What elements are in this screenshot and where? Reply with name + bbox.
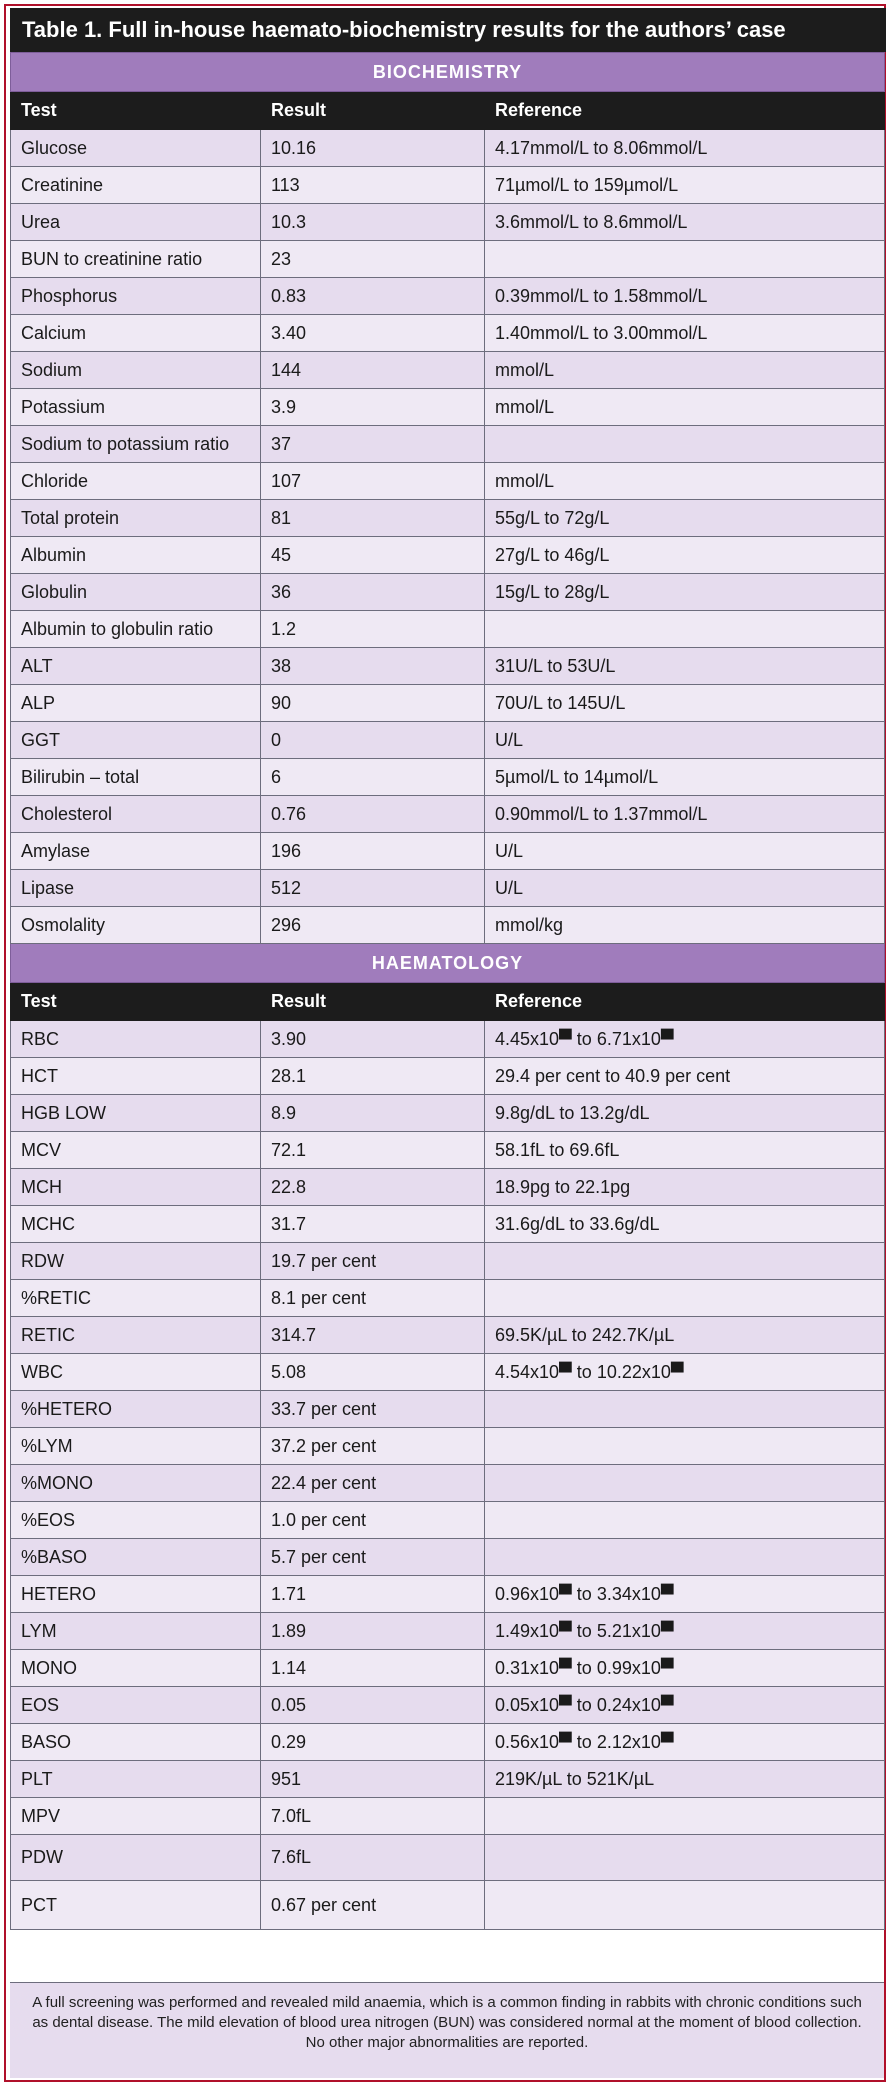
table-row — [11, 1835, 885, 1881]
table-row — [11, 759, 885, 796]
cell-test: Albumin to globulin ratio — [11, 611, 261, 648]
cell-result: 38 — [261, 648, 485, 685]
table-row — [11, 1502, 885, 1539]
cell-test: %BASO — [11, 1539, 261, 1576]
cell-reference — [485, 241, 885, 278]
cell-test: GGT — [11, 722, 261, 759]
table-frame — [4, 4, 886, 2082]
cell-result: 1.2 — [261, 611, 485, 648]
column-header-reference: Reference — [485, 983, 885, 1021]
cell-reference: 4.17mmol/L to 8.06mmol/L — [485, 130, 885, 167]
cell-test: MCH — [11, 1169, 261, 1206]
table-row — [11, 648, 885, 685]
table-row — [11, 574, 885, 611]
table-row — [11, 1761, 885, 1798]
table-row — [11, 1317, 885, 1354]
table-row — [11, 1798, 885, 1835]
table-row — [11, 1280, 885, 1317]
cell-test: HETERO — [11, 1576, 261, 1613]
cell-reference: 0.39mmol/L to 1.58mmol/L — [485, 278, 885, 315]
cell-test: Albumin — [11, 537, 261, 574]
cell-reference: 1.49x10▀ to 5.21x10▀ — [485, 1613, 885, 1650]
cell-reference: 5µmol/L to 14µmol/L — [485, 759, 885, 796]
cell-result: 0.76 — [261, 796, 485, 833]
cell-test: PDW — [11, 1835, 261, 1881]
section-label: BIOCHEMISTRY — [11, 53, 885, 92]
cell-result: 314.7 — [261, 1317, 485, 1354]
cell-reference — [485, 1539, 885, 1576]
cell-test: PLT — [11, 1761, 261, 1798]
column-header-test: Test — [11, 92, 261, 130]
cell-test: EOS — [11, 1687, 261, 1724]
cell-reference — [485, 1798, 885, 1835]
cell-reference: 219K/µL to 521K/µL — [485, 1761, 885, 1798]
cell-test: Phosphorus — [11, 278, 261, 315]
cell-test: Amylase — [11, 833, 261, 870]
cell-result: 72.1 — [261, 1132, 485, 1169]
cell-reference: 27g/L to 46g/L — [485, 537, 885, 574]
cell-reference: mmol/L — [485, 352, 885, 389]
cell-result: 1.0 per cent — [261, 1502, 485, 1539]
cell-result: 22.8 — [261, 1169, 485, 1206]
cell-result: 90 — [261, 685, 485, 722]
table-row — [11, 1539, 885, 1576]
table-row — [11, 1354, 885, 1391]
cell-result: 33.7 per cent — [261, 1391, 485, 1428]
cell-result: 28.1 — [261, 1058, 485, 1095]
table-row — [11, 796, 885, 833]
cell-test: MPV — [11, 1798, 261, 1835]
cell-test: MONO — [11, 1650, 261, 1687]
cell-result: 0.83 — [261, 278, 485, 315]
cell-reference: 15g/L to 28g/L — [485, 574, 885, 611]
table-row — [11, 1169, 885, 1206]
cell-reference — [485, 1280, 885, 1317]
cell-result: 0.67 per cent — [261, 1881, 485, 1930]
cell-reference — [485, 1243, 885, 1280]
cell-test: Calcium — [11, 315, 261, 352]
table-row — [11, 870, 885, 907]
cell-reference: 71µmol/L to 159µmol/L — [485, 167, 885, 204]
cell-reference — [485, 1465, 885, 1502]
cell-test: Sodium — [11, 352, 261, 389]
cell-result: 5.08 — [261, 1354, 485, 1391]
cell-reference — [485, 1428, 885, 1465]
cell-test: %HETERO — [11, 1391, 261, 1428]
cell-test: RETIC — [11, 1317, 261, 1354]
cell-test: Cholesterol — [11, 796, 261, 833]
results-table-container — [10, 52, 884, 1930]
cell-test: MCV — [11, 1132, 261, 1169]
table-row — [11, 1428, 885, 1465]
table-row — [11, 1687, 885, 1724]
cell-result: 3.90 — [261, 1021, 485, 1058]
cell-result: 7.0fL — [261, 1798, 485, 1835]
cell-result: 0.05 — [261, 1687, 485, 1724]
section-header-haematology — [11, 944, 885, 983]
cell-result: 1.14 — [261, 1650, 485, 1687]
cell-test: RDW — [11, 1243, 261, 1280]
table-row — [11, 1243, 885, 1280]
column-header-result: Result — [261, 92, 485, 130]
table-row — [11, 1465, 885, 1502]
cell-reference: U/L — [485, 833, 885, 870]
cell-reference — [485, 426, 885, 463]
table-row — [11, 426, 885, 463]
table-row — [11, 722, 885, 759]
table-row — [11, 500, 885, 537]
cell-result: 23 — [261, 241, 485, 278]
cell-reference: 0.31x10▀ to 0.99x10▀ — [485, 1650, 885, 1687]
results-table — [10, 52, 885, 1930]
cell-test: MCHC — [11, 1206, 261, 1243]
cell-test: %MONO — [11, 1465, 261, 1502]
cell-test: BASO — [11, 1724, 261, 1761]
results-table-body — [11, 53, 885, 1930]
table-row — [11, 611, 885, 648]
cell-reference: 55g/L to 72g/L — [485, 500, 885, 537]
cell-test: Total protein — [11, 500, 261, 537]
cell-test: Lipase — [11, 870, 261, 907]
table-row — [11, 685, 885, 722]
cell-reference: mmol/L — [485, 389, 885, 426]
cell-test: Chloride — [11, 463, 261, 500]
table-row — [11, 833, 885, 870]
cell-test: Urea — [11, 204, 261, 241]
table-row — [11, 167, 885, 204]
cell-reference: 58.1fL to 69.6fL — [485, 1132, 885, 1169]
cell-reference — [485, 1502, 885, 1539]
cell-reference: mmol/kg — [485, 907, 885, 944]
cell-result: 107 — [261, 463, 485, 500]
cell-result: 951 — [261, 1761, 485, 1798]
cell-reference: 4.45x10▀ to 6.71x10▀ — [485, 1021, 885, 1058]
table-row — [11, 1391, 885, 1428]
column-header-test: Test — [11, 983, 261, 1021]
column-header-result: Result — [261, 983, 485, 1021]
cell-reference: 0.05x10▀ to 0.24x10▀ — [485, 1687, 885, 1724]
cell-reference: 9.8g/dL to 13.2g/dL — [485, 1095, 885, 1132]
cell-reference: 31U/L to 53U/L — [485, 648, 885, 685]
cell-result: 5.7 per cent — [261, 1539, 485, 1576]
cell-test: PCT — [11, 1881, 261, 1930]
cell-reference — [485, 1881, 885, 1930]
table-row — [11, 130, 885, 167]
cell-test: HCT — [11, 1058, 261, 1095]
cell-result: 3.40 — [261, 315, 485, 352]
table-row — [11, 537, 885, 574]
cell-test: Osmolality — [11, 907, 261, 944]
cell-test: %LYM — [11, 1428, 261, 1465]
cell-result: 8.9 — [261, 1095, 485, 1132]
cell-result: 81 — [261, 500, 485, 537]
cell-reference: mmol/L — [485, 463, 885, 500]
cell-reference: 0.56x10▀ to 2.12x10▀ — [485, 1724, 885, 1761]
cell-test: BUN to creatinine ratio — [11, 241, 261, 278]
cell-result: 22.4 per cent — [261, 1465, 485, 1502]
column-header-reference: Reference — [485, 92, 885, 130]
cell-result: 8.1 per cent — [261, 1280, 485, 1317]
table-row — [11, 1613, 885, 1650]
cell-result: 0.29 — [261, 1724, 485, 1761]
table-row — [11, 1095, 885, 1132]
table-row — [11, 1576, 885, 1613]
cell-reference: U/L — [485, 722, 885, 759]
cell-test: %EOS — [11, 1502, 261, 1539]
cell-test: LYM — [11, 1613, 261, 1650]
table-row — [11, 1021, 885, 1058]
table-row — [11, 389, 885, 426]
cell-reference: 4.54x10▀ to 10.22x10▀ — [485, 1354, 885, 1391]
column-header-row — [11, 92, 885, 130]
cell-test: %RETIC — [11, 1280, 261, 1317]
table-title: Table 1. Full in-house haemato-biochemistry results for the authors’ case — [10, 8, 886, 52]
cell-reference: 70U/L to 145U/L — [485, 685, 885, 722]
cell-reference: 18.9pg to 22.1pg — [485, 1169, 885, 1206]
cell-test: Bilirubin – total — [11, 759, 261, 796]
column-header-row — [11, 983, 885, 1021]
cell-result: 45 — [261, 537, 485, 574]
cell-result: 296 — [261, 907, 485, 944]
section-header-biochemistry — [11, 53, 885, 92]
cell-reference: 31.6g/dL to 33.6g/dL — [485, 1206, 885, 1243]
cell-reference: 3.6mmol/L to 8.6mmol/L — [485, 204, 885, 241]
cell-result: 512 — [261, 870, 485, 907]
cell-result: 31.7 — [261, 1206, 485, 1243]
cell-result: 3.9 — [261, 389, 485, 426]
cell-reference: U/L — [485, 870, 885, 907]
cell-result: 144 — [261, 352, 485, 389]
cell-test: ALP — [11, 685, 261, 722]
cell-test: Potassium — [11, 389, 261, 426]
cell-result: 0 — [261, 722, 485, 759]
table-row — [11, 352, 885, 389]
cell-test: HGB LOW — [11, 1095, 261, 1132]
table-row — [11, 1058, 885, 1095]
table-row — [11, 278, 885, 315]
cell-reference: 29.4 per cent to 40.9 per cent — [485, 1058, 885, 1095]
cell-result: 10.3 — [261, 204, 485, 241]
cell-reference — [485, 1835, 885, 1881]
cell-test: ALT — [11, 648, 261, 685]
cell-result: 37 — [261, 426, 485, 463]
table-row — [11, 907, 885, 944]
table-row — [11, 204, 885, 241]
cell-test: Glucose — [11, 130, 261, 167]
cell-reference: 0.90mmol/L to 1.37mmol/L — [485, 796, 885, 833]
table-row — [11, 241, 885, 278]
cell-result: 7.6fL — [261, 1835, 485, 1881]
cell-test: WBC — [11, 1354, 261, 1391]
cell-reference: 0.96x10▀ to 3.34x10▀ — [485, 1576, 885, 1613]
cell-test: RBC — [11, 1021, 261, 1058]
table-footnote: A full screening was performed and revealed mild anaemia, which is a common finding in rabbits with chronic conditions such as dental disease. The mild elevation of blood urea nitrogen (BUN) was considered normal at the moment of blood collection. No other major abnormalities are reported. — [10, 1982, 884, 2078]
table-row — [11, 1724, 885, 1761]
table-row — [11, 315, 885, 352]
cell-test: Creatinine — [11, 167, 261, 204]
table-row — [11, 463, 885, 500]
cell-reference — [485, 611, 885, 648]
cell-reference: 1.40mmol/L to 3.00mmol/L — [485, 315, 885, 352]
cell-result: 1.71 — [261, 1576, 485, 1613]
table-row — [11, 1206, 885, 1243]
cell-result: 6 — [261, 759, 485, 796]
table-row — [11, 1132, 885, 1169]
cell-result: 37.2 per cent — [261, 1428, 485, 1465]
cell-result: 113 — [261, 167, 485, 204]
cell-result: 19.7 per cent — [261, 1243, 485, 1280]
cell-test: Globulin — [11, 574, 261, 611]
cell-test: Sodium to potassium ratio — [11, 426, 261, 463]
cell-reference — [485, 1391, 885, 1428]
cell-result: 196 — [261, 833, 485, 870]
section-label: HAEMATOLOGY — [11, 944, 885, 983]
table-row — [11, 1650, 885, 1687]
cell-result: 10.16 — [261, 130, 485, 167]
table-row — [11, 1881, 885, 1930]
cell-result: 1.89 — [261, 1613, 485, 1650]
cell-reference: 69.5K/µL to 242.7K/µL — [485, 1317, 885, 1354]
cell-result: 36 — [261, 574, 485, 611]
